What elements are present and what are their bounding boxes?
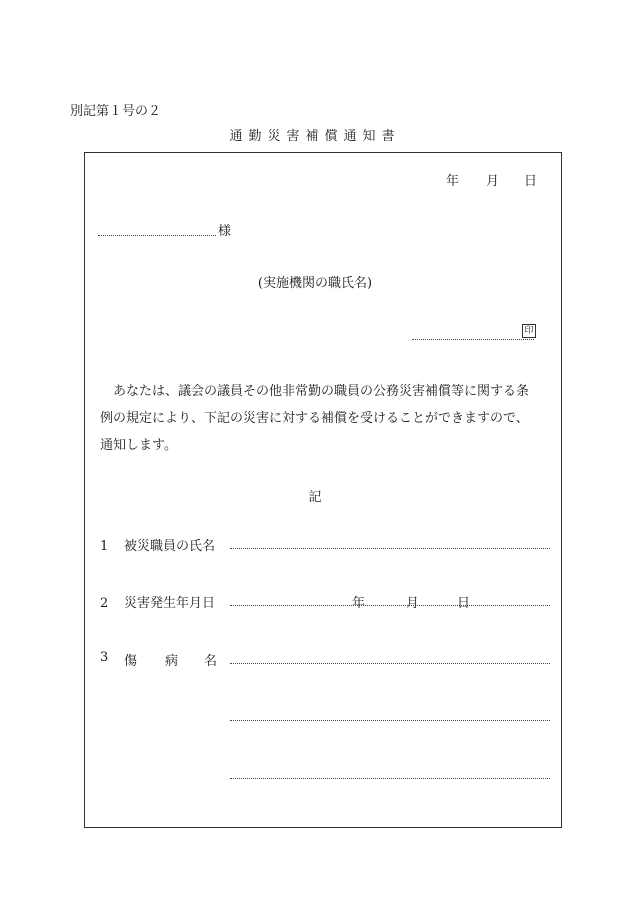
notice-body-line-2: 例の規定により、下記の災害に対する補償を受けることができますので、 <box>100 411 529 426</box>
addressee-suffix: 様 <box>218 224 232 239</box>
item-1-text: 被災職員の氏名 <box>124 539 216 554</box>
item-3-text-part-1: 傷 <box>124 654 138 669</box>
item-3-text-part-2: 病 <box>165 654 179 669</box>
item-2-field-line <box>230 605 550 606</box>
sender-title: (実施機関の職氏名) <box>257 276 373 291</box>
header-date-month: 月 <box>486 174 500 189</box>
item-3-text-part-3: 名 <box>204 654 218 669</box>
header-date-day: 日 <box>524 174 538 189</box>
header-date-year: 年 <box>446 174 460 189</box>
addressee-name-line <box>98 235 216 236</box>
notice-body <box>100 378 555 459</box>
ki-heading: 記 <box>308 490 322 505</box>
item-3-label <box>100 650 218 669</box>
item-2-month: 月 <box>406 596 420 611</box>
item-1-number: 1 <box>100 539 109 554</box>
item-2-text: 災害発生年月日 <box>124 596 216 611</box>
item-2-number: 2 <box>100 596 109 611</box>
sender-name-line <box>412 339 534 340</box>
seal-mark: 印 <box>522 324 536 338</box>
notice-body-line-3: 通知します。 <box>100 438 177 453</box>
item-3-number: 3 <box>100 650 109 665</box>
item-2-day: 日 <box>457 596 471 611</box>
item-1-field-line <box>230 548 550 549</box>
item-2-year: 年 <box>352 596 366 611</box>
item-3-field-line-1 <box>230 663 550 664</box>
item-3-field-line-3 <box>230 778 550 779</box>
item-1-label <box>100 535 215 554</box>
item-3-field-line-2 <box>230 720 550 721</box>
item-2-label <box>100 592 215 611</box>
document-title: 通勤災害補償通知書 <box>229 129 401 144</box>
form-number: 別記第１号の２ <box>70 104 162 119</box>
notice-body-line-1: あなたは、議会の議員その他非常勤の職員の公務災害補償等に関する条 <box>113 384 530 399</box>
